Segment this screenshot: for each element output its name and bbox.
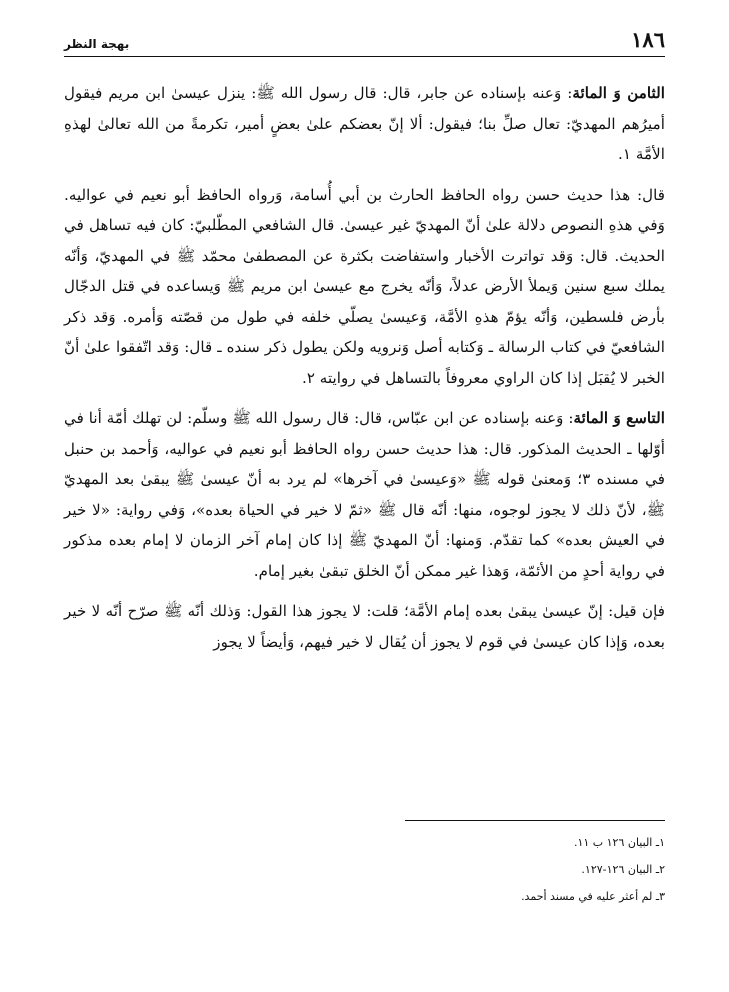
running-title: بهجة النظر	[64, 37, 130, 51]
footnote-1: ١ـ البيان ١٢٦ ب ١١.	[573, 836, 665, 849]
footnote-3: ٣ـ لم أعثر عليه في مسند أحمد.	[521, 890, 665, 903]
footnote-divider	[405, 820, 665, 821]
paragraph-commentary	[64, 180, 665, 394]
paragraph-objection	[64, 596, 665, 657]
page-number: ١٨٦	[631, 27, 665, 52]
footnote-2: ٢ـ البيان ١٢٦-١٢٧.	[581, 863, 665, 876]
paragraph-108	[64, 78, 665, 170]
hadith-heading: الثامن وَ المائة	[572, 84, 665, 102]
paragraph-text: فإن قيل: إنّ عيسىٰ يبقىٰ بعده إمام الأمَّة؛ قلت: لا يجوز هذا القول: وَذلك أنّه ﷺ صرّح أنّه لا خير بعده، وَإذا كان عيسىٰ في قوم لا يجوز أن يُقال لا خير فيهم، وَأيضاً لا يجوز	[64, 602, 665, 651]
paragraph-text: : وَعنه بإسناده عن جابر، قال: قال رسول الله ﷺ: ينزل عيسىٰ ابن مريم فيقول أميرُهم المهديّ: تعال صلِّ بنا؛ فيقول: ألا إنّ بعضكم علىٰ بعضٍ أمير، تكرمةً من الله تعالىٰ لهذهِ الأمَّة ١.	[64, 84, 665, 163]
main-text	[64, 78, 665, 657]
paragraph-text: : وَعنه بإسناده عن ابن عبّاس، قال: قال رسول الله ﷺ وسلّم: لن تهلك أمّة أنا في أوّلها ـ الحديث المذكور. قال: هذا حديث حسن رواه الحافظ أبو نعيم في عواليه، وَأحمد بن حنبل في مسنده ٣؛ وَمعنىٰ قوله ﷺ «وَعيسىٰ في آخرها» لم يرد به أنّ عيسىٰ ﷺ يبقىٰ بعد المهديّ ﷺ، لأنّ ذلك لا يجوز لوجوه، منها: أنّه قال ﷺ «ثمّ لا خير في الحياة بعده»، وَفي رواية: «لا خير في العيش بعده» كما تقدّم. وَمنها: أنّ المهديّ ﷺ إذا كان إمام آخر الزمان لا إمام بعده مذكور في رواية أحدٍ من الأئمّة، وَهذا غير ممكن أنّ الخلق تبقىٰ بغير إمام.	[64, 409, 665, 580]
paragraph-109	[64, 403, 665, 586]
paragraph-text: قال: هذا حديث حسن رواه الحافظ الحارث بن أبي أُسامة، وَرواه الحافظ أبو نعيم في عواليه. وَفي هذهِ النصوص دلالة علىٰ أنّ المهديّ غير عيسىٰ. قال الشافعي المطّلبيّ: كان فيه تساهل في الحديث. قال: وَقد تواترت الأخبار واستفاضت بكثرة عن المصطفىٰ محمّد ﷺ في المهديّ، وَأنّه يملك سبع سنين وَيملأ الأرض عدلاً، وَأنّه يخرج مع عيسىٰ ابن مريم ﷺ وَيساعده في قتل الدجّال بأرض فلسطين، وَأنّه يؤمّ هذهِ الأمَّة، وَعيسىٰ يصلّي خلفه في طول من قصّته وَأمره. وَقد ذكر الشافعيّ في كتاب الرسالة ـ وَكتابه أصل وَنرويه ولكن يطول ذكر سنده ـ قال: وَقد اتّفقوا علىٰ أنّ الخبر لا يُقبَل إذا كان الراوي معروفاً بالتساهل في روايته ٢.	[64, 185, 665, 387]
footnotes	[64, 820, 665, 910]
hadith-heading: التاسع وَ المائة	[573, 409, 665, 427]
page-header	[64, 26, 665, 57]
